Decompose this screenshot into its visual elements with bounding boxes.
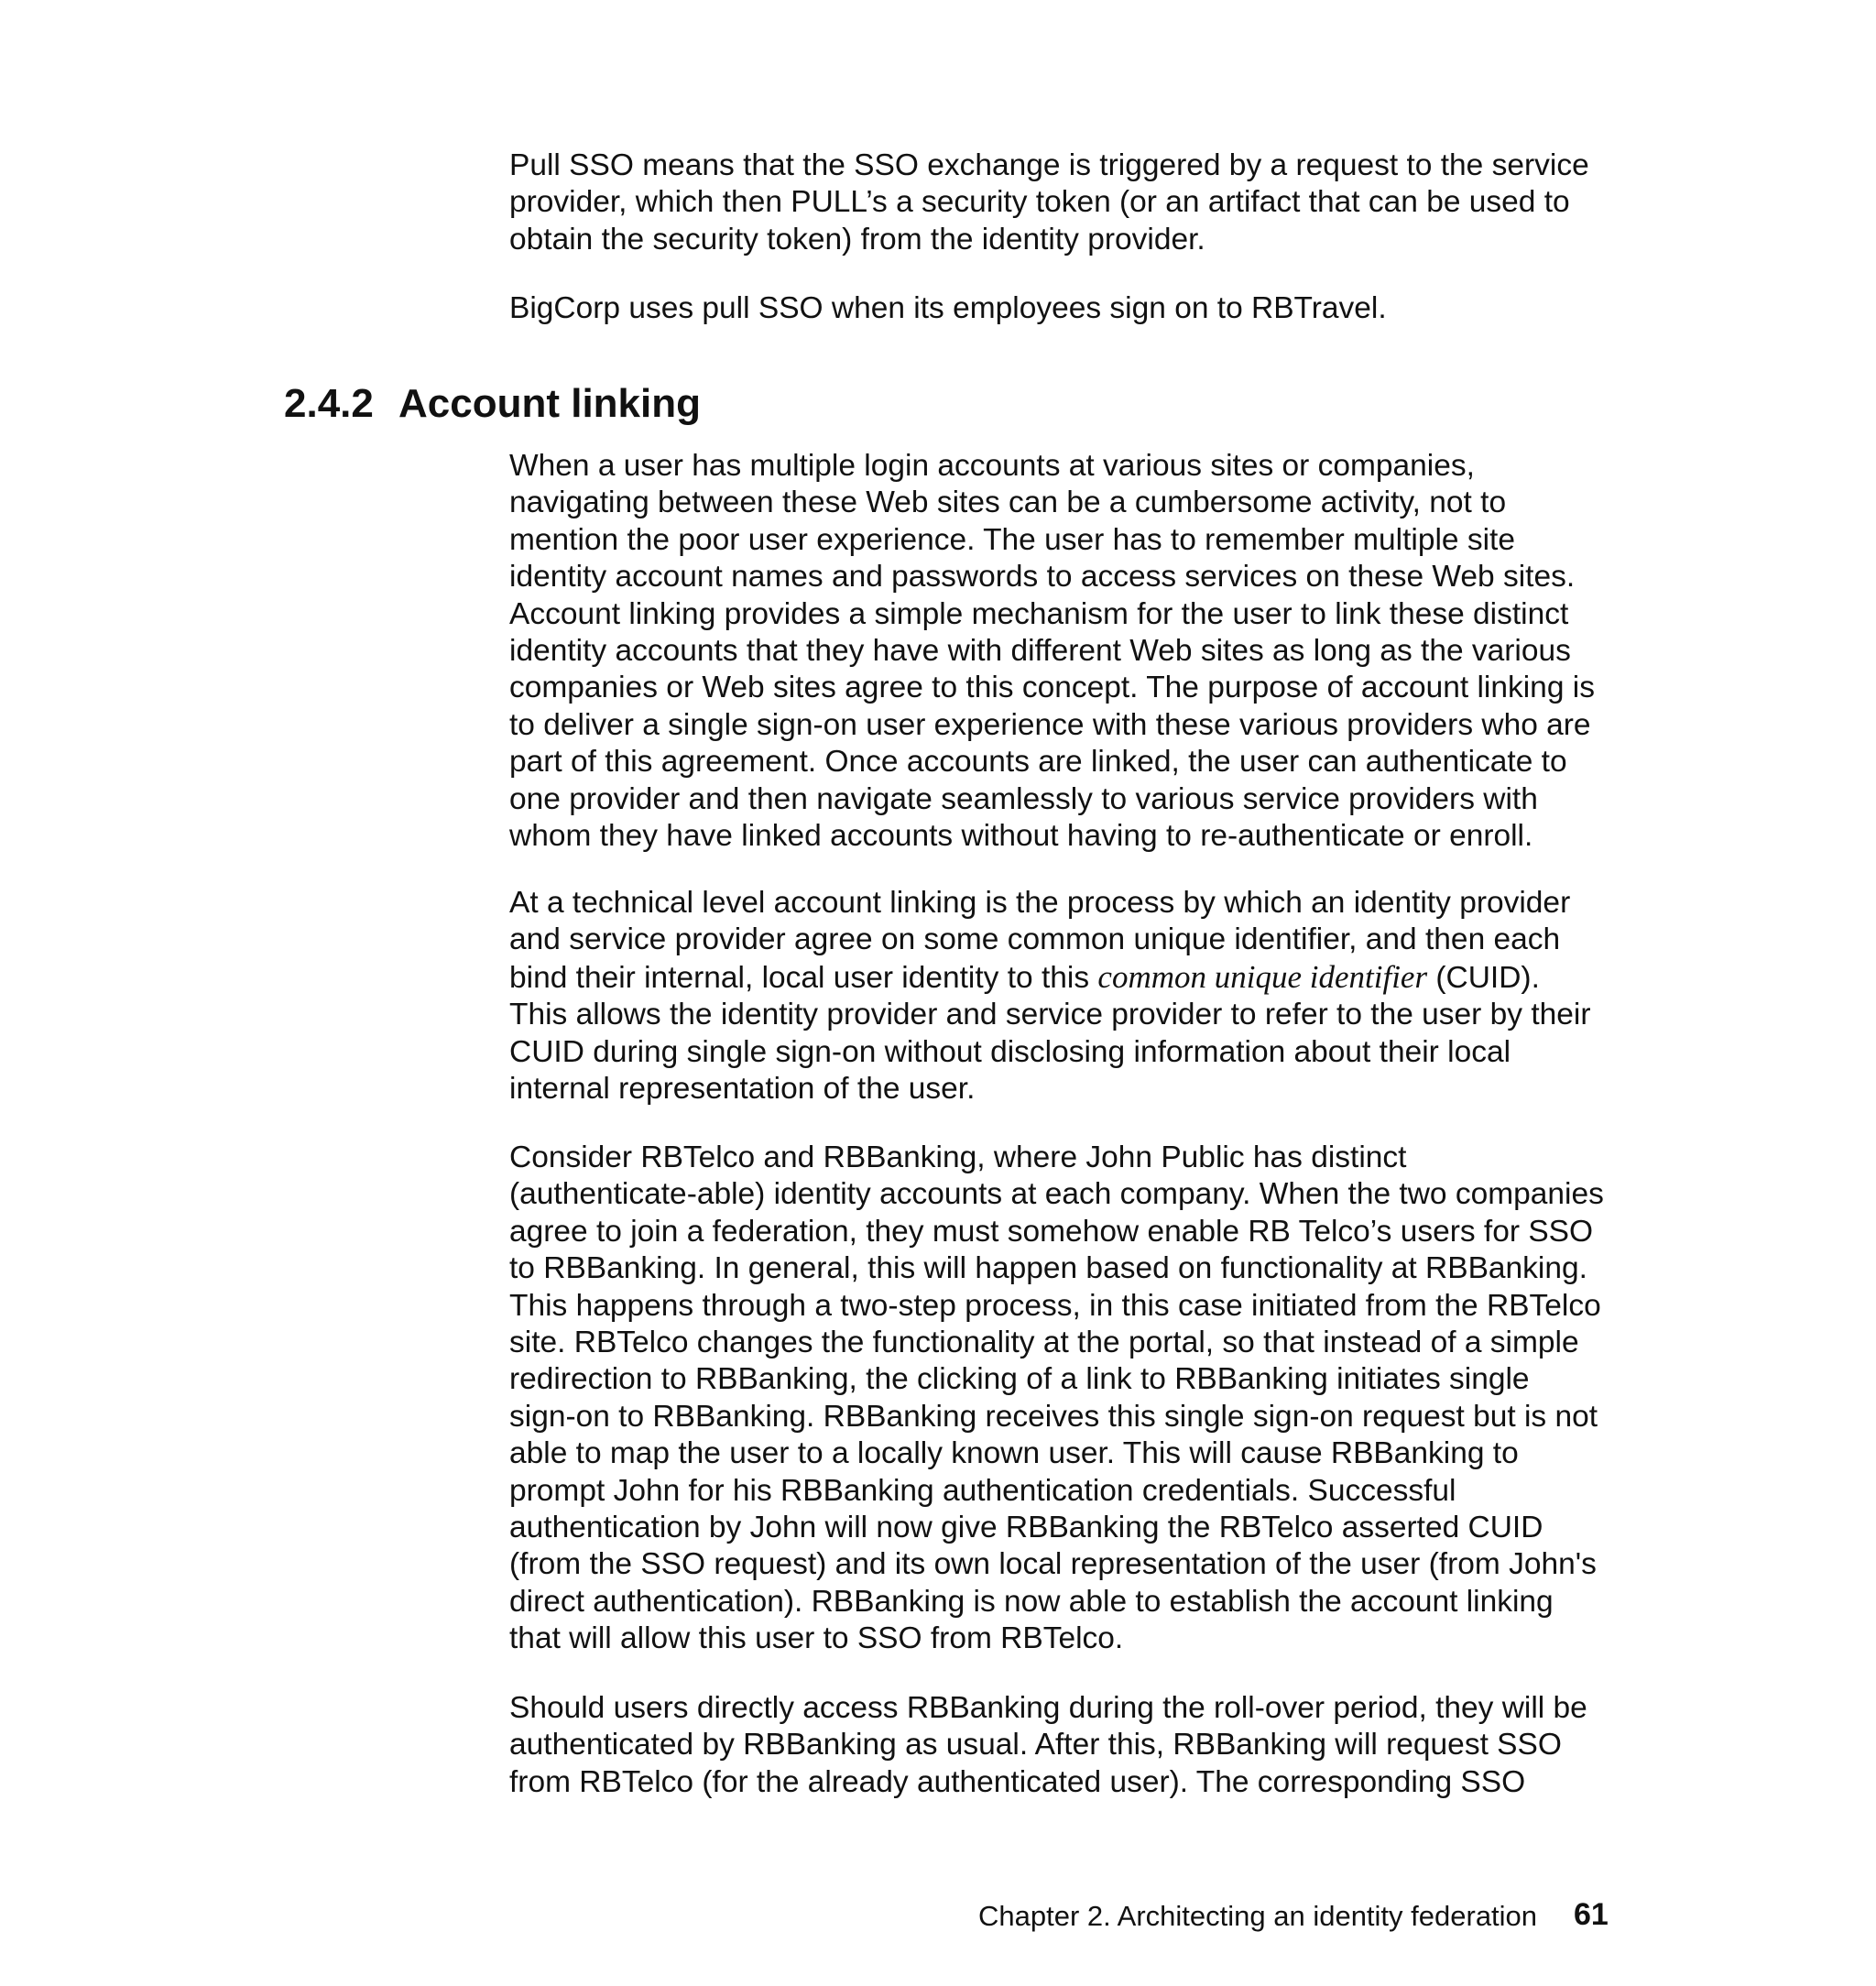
text-line: and service provider agree on some common unique identifier, and then each [509,922,1561,957]
text-line: sign-on to RBBanking. RBBanking receives this single sign-on request but is not [509,1399,1598,1434]
text-line: BigCorp uses pull SSO when its employees sign on to RBTravel. [509,291,1387,325]
text-line: Should users directly access RBBanking during the roll-over period, they will be [509,1691,1587,1725]
text-line: site. RBTelco changes the functionality at the portal, so that instead of a simple [509,1326,1579,1360]
text-line: one provider and then navigate seamlessly to various service providers with [509,781,1538,816]
text-line: to deliver a single sign-on user experience with these various providers who are [509,707,1591,742]
text-line: identity account names and passwords to access services on these Web sites. [509,560,1576,595]
text-line: When a user has multiple login accounts at various sites or companies, [509,449,1475,483]
text-line: CUID during single sign-on without disclosing information about their local [509,1034,1511,1069]
text-line: provider, which then PULL’s a security token (or an artifact that can be used to [509,185,1570,220]
paragraph-technical-level [509,885,1609,1108]
section-heading [284,377,701,431]
text-line: from RBTelco (for the already authenticated user). The corresponding SSO [509,1764,1526,1799]
text-line: (authenticate-able) identity accounts at each company. When the two companies [509,1177,1604,1212]
section-title: Account linking [398,381,701,426]
emphasis-term: common unique identifier [1097,958,1428,995]
paragraph-rbtelco-example [509,1140,1609,1658]
text-line: to RBBanking. In general, this will happen based on functionality at RBBanking. [509,1251,1587,1286]
paragraph-pull-sso [509,147,1609,258]
text-line-with-emphasis [509,959,1609,997]
text-line: companies or Web sites agree to this concept. The purpose of account linking is [509,671,1595,705]
text-line: This allows the identity provider and service provider to refer to the user by their [509,998,1591,1032]
text-line: (from the SSO request) and its own local representation of the user (from John's [509,1547,1597,1582]
text-line: identity accounts that they have with different Web sites as long as the various [509,634,1571,669]
paragraph-account-linking-intro [509,448,1609,855]
text-line: that will allow this user to SSO from RBTelco. [509,1621,1124,1656]
text-line: part of this agreement. Once accounts are linked, the user can authenticate to [509,745,1567,780]
text-line: Consider RBTelco and RBBanking, where John Public has distinct [509,1140,1407,1174]
text-line: internal representation of the user. [509,1072,976,1107]
text-line: able to map the user to a locally known user. This will cause RBBanking to [509,1436,1519,1471]
text-line: At a technical level account linking is the process by which an identity provider [509,886,1571,920]
text-line: redirection to RBBanking, the clicking of a link to RBBanking initiates single [509,1362,1530,1397]
paragraph-bigcorp [509,290,1609,327]
text-line: authenticated by RBBanking as usual. After this, RBBanking will request SSO [509,1728,1562,1762]
text-line: direct authentication). RBBanking is now able to establish the account linking [509,1584,1554,1619]
text-line: mention the poor user experience. The user has to remember multiple site [509,522,1515,557]
footer-chapter-title: Chapter 2. Architecting an identity federation [978,1900,1538,1932]
text-line: navigating between these Web sites can be a cumbersome activity, not to [509,486,1507,520]
text-segment: bind their internal, local user identity to this [509,960,1098,995]
text-line: obtain the security token) from the identity provider. [509,222,1205,256]
text-line: Pull SSO means that the SSO exchange is triggered by a request to the service [509,148,1589,182]
text-line: This happens through a two-step process, in this case initiated from the RBTelco [509,1288,1601,1323]
section-number: 2.4.2 [284,381,374,426]
text-line: agree to join a federation, they must somehow enable RB Telco’s users for SSO [509,1214,1594,1249]
text-segment: (CUID). [1427,960,1540,995]
text-line: authentication by John will now give RBBanking the RBTelco asserted CUID [509,1511,1543,1545]
page-number: 61 [1574,1897,1609,1932]
text-line: Account linking provides a simple mechanism for the user to link these distinct [509,596,1569,631]
paragraph-rollover [509,1690,1609,1801]
text-line: whom they have linked accounts without having to re-authenticate or enroll. [509,819,1533,854]
text-line: prompt John for his RBBanking authentication credentials. Successful [509,1473,1456,1508]
